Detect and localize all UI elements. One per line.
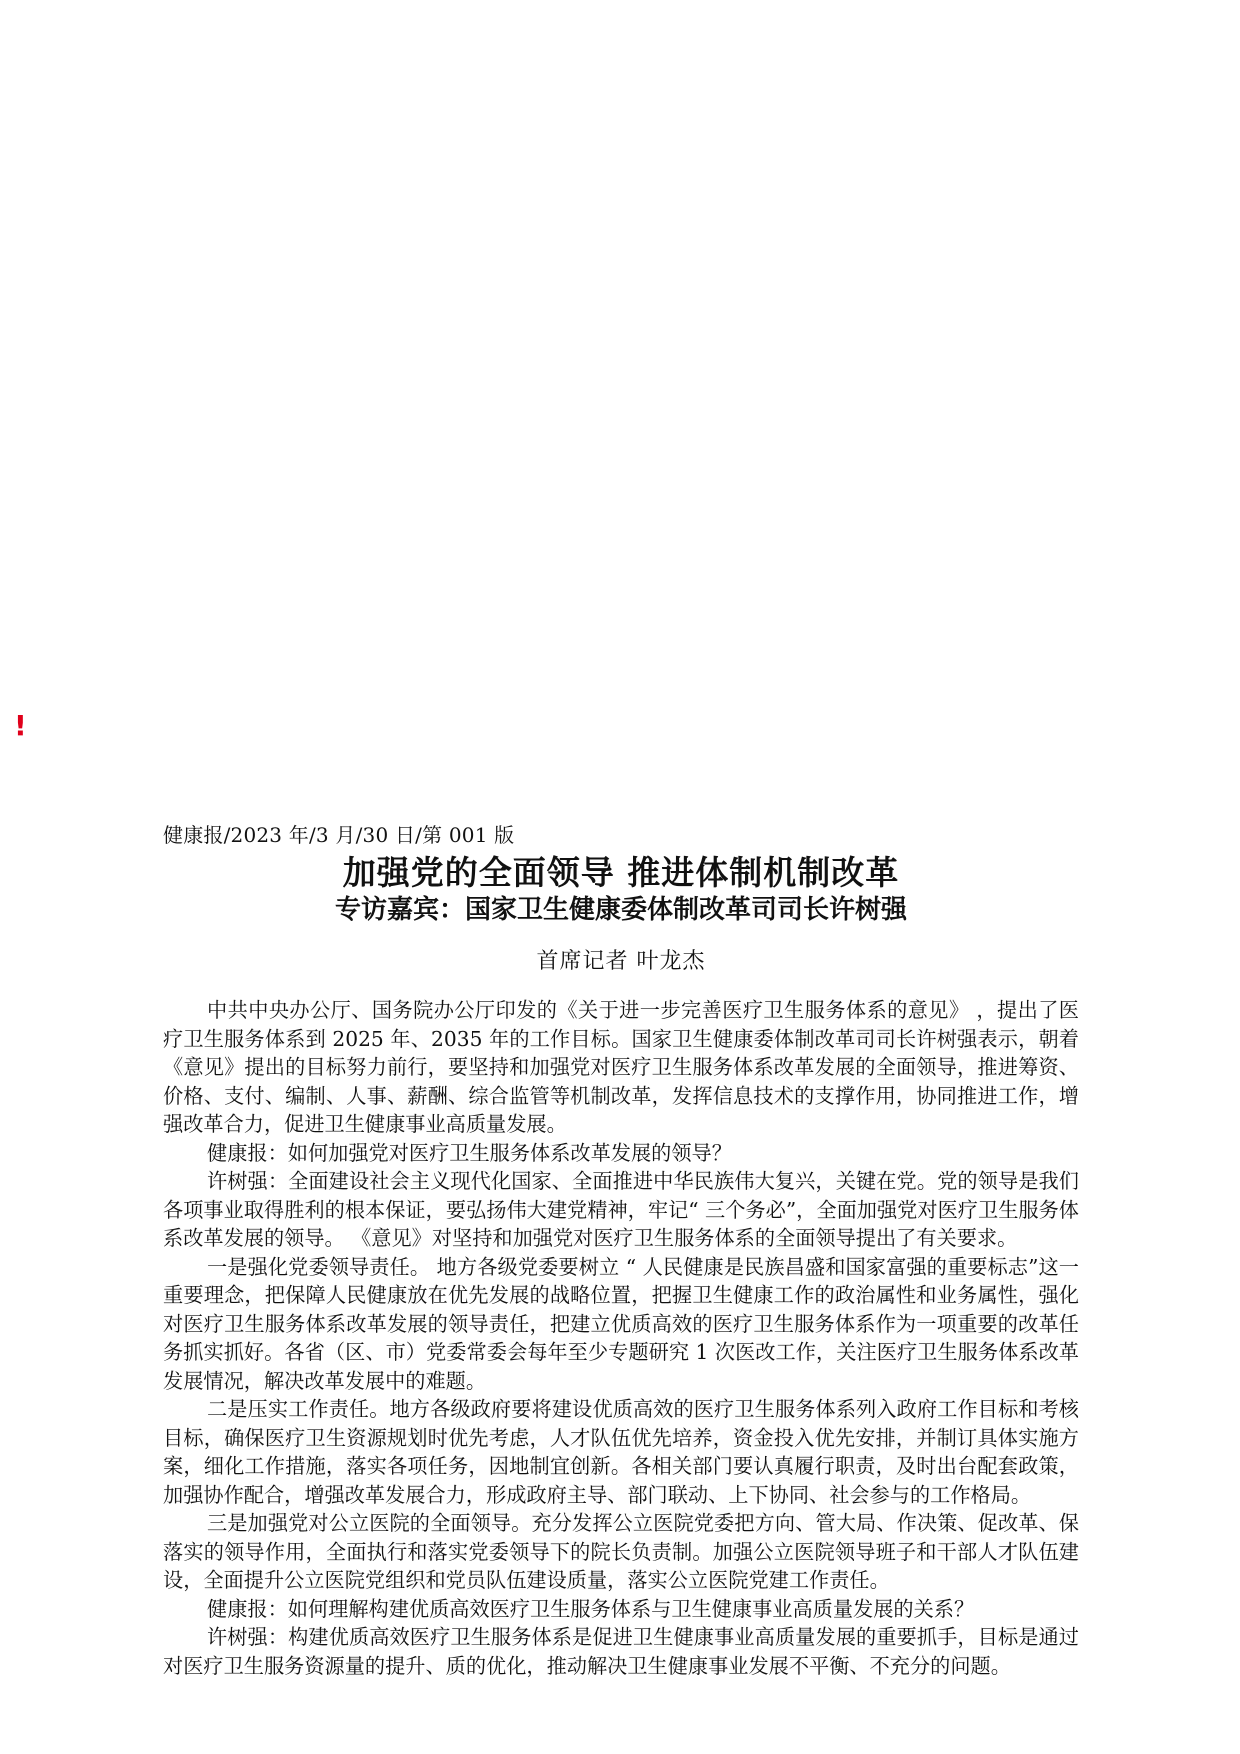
- byline: 首席记者 叶龙杰: [536, 949, 706, 974]
- article-body: [163, 996, 1079, 1680]
- article: [163, 822, 1079, 1680]
- paragraph: 许树强：构建优质高效医疗卫生服务体系是促进卫生健康事业高质量发展的重要抓手，目标是通过对医疗卫生服务资源量的提升、质的优化，推动解决卫生健康事业发展不平衡、不充分的问题。: [163, 1625, 1079, 1678]
- headline: 加强党的全面领导 推进体制机制改革: [342, 853, 900, 892]
- paragraph: 二是压实工作责任。地方各级政府要将建设优质高效的医疗卫生服务体系列入政府工作目标和考核目标，确保医疗卫生资源规划时优先考虑，人才队伍优先培养，资金投入优先安排，并制订具体实施方案，细化工作措施，落实各项任务，因地制宜创新。各相关部门要认真履行职责，及时出台配套政策，加强协作配合，增强改革发展合力，形成政府主导、部门联动、上下协同、社会参与的工作格局。: [163, 1397, 1079, 1507]
- paragraph: 健康报：如何理解构建优质高效医疗卫生服务体系与卫生健康事业高质量发展的关系？: [207, 1596, 975, 1621]
- paragraph: 三是加强党对公立医院的全面领导。充分发挥公立医院党委把方向、管大局、作决策、促改革、保落实的领导作用，全面执行和落实党委领导下的院长负责制。加强公立医院领导班子和干部人才队伍建设，全面提升公立医院党组织和党员队伍建设质量，落实公立医院党建工作责任。: [163, 1511, 1079, 1592]
- red-exclamation-mark: !: [14, 709, 27, 742]
- subheadline: 专访嘉宾：国家卫生健康委体制改革司司长许树强: [334, 895, 907, 925]
- paragraph: 一是强化党委领导责任。 地方各级党委要树立 “ 人民健康是民族昌盛和国家富强的重要标志”这一重要理念，把保障人民健康放在优先发展的战略位置，把握卫生健康工作的政治属性和业务属性，强化对医疗卫生服务体系改革发展的领导责任，把建立优质高效的医疗卫生服务体系作为一项重要的改革任务抓实抓好。各省（区、市）党委常委会每年至少专题研究 1 次医改工作，关注医疗卫生服务体系改革发展情况，解决改革发展中的难题。: [163, 1254, 1079, 1393]
- paragraph: 中共中央办公厅、国务院办公厅印发的《关于进一步完善医疗卫生服务体系的意见》 ，提出了医疗卫生服务体系到 2025 年、2035 年的工作目标。国家卫生健康委体制改革司司长许树强表示，朝着《意见》提出的目标努力前行，要坚持和加强党对医疗卫生服务体系改革发展的全面领导，推进筹资、价格、支付、编制、人事、薪酬、综合监管等机制改革，发挥信息技术的支撑作用，协同推进工作，增强改革合力，促进卫生健康事业高质量发展。: [163, 998, 1079, 1136]
- paragraph: 许树强：全面建设社会主义现代化国家、全面推进中华民族伟大复兴，关键在党。党的领导是我们各项事业取得胜利的根本保证，要弘扬伟大建党精神，牢记“ 三个务必”，全面加强党对医疗卫生服务体系改革发展的领导。 《意见》对坚持和加强党对医疗卫生服务体系的全面领导提出了有关要求。: [163, 1169, 1079, 1250]
- source-line: 健康报/2023 年/3 月/30 日/第 001 版: [163, 823, 515, 847]
- paragraph: 健康报：如何加强党对医疗卫生服务体系改革发展的领导？: [207, 1140, 732, 1165]
